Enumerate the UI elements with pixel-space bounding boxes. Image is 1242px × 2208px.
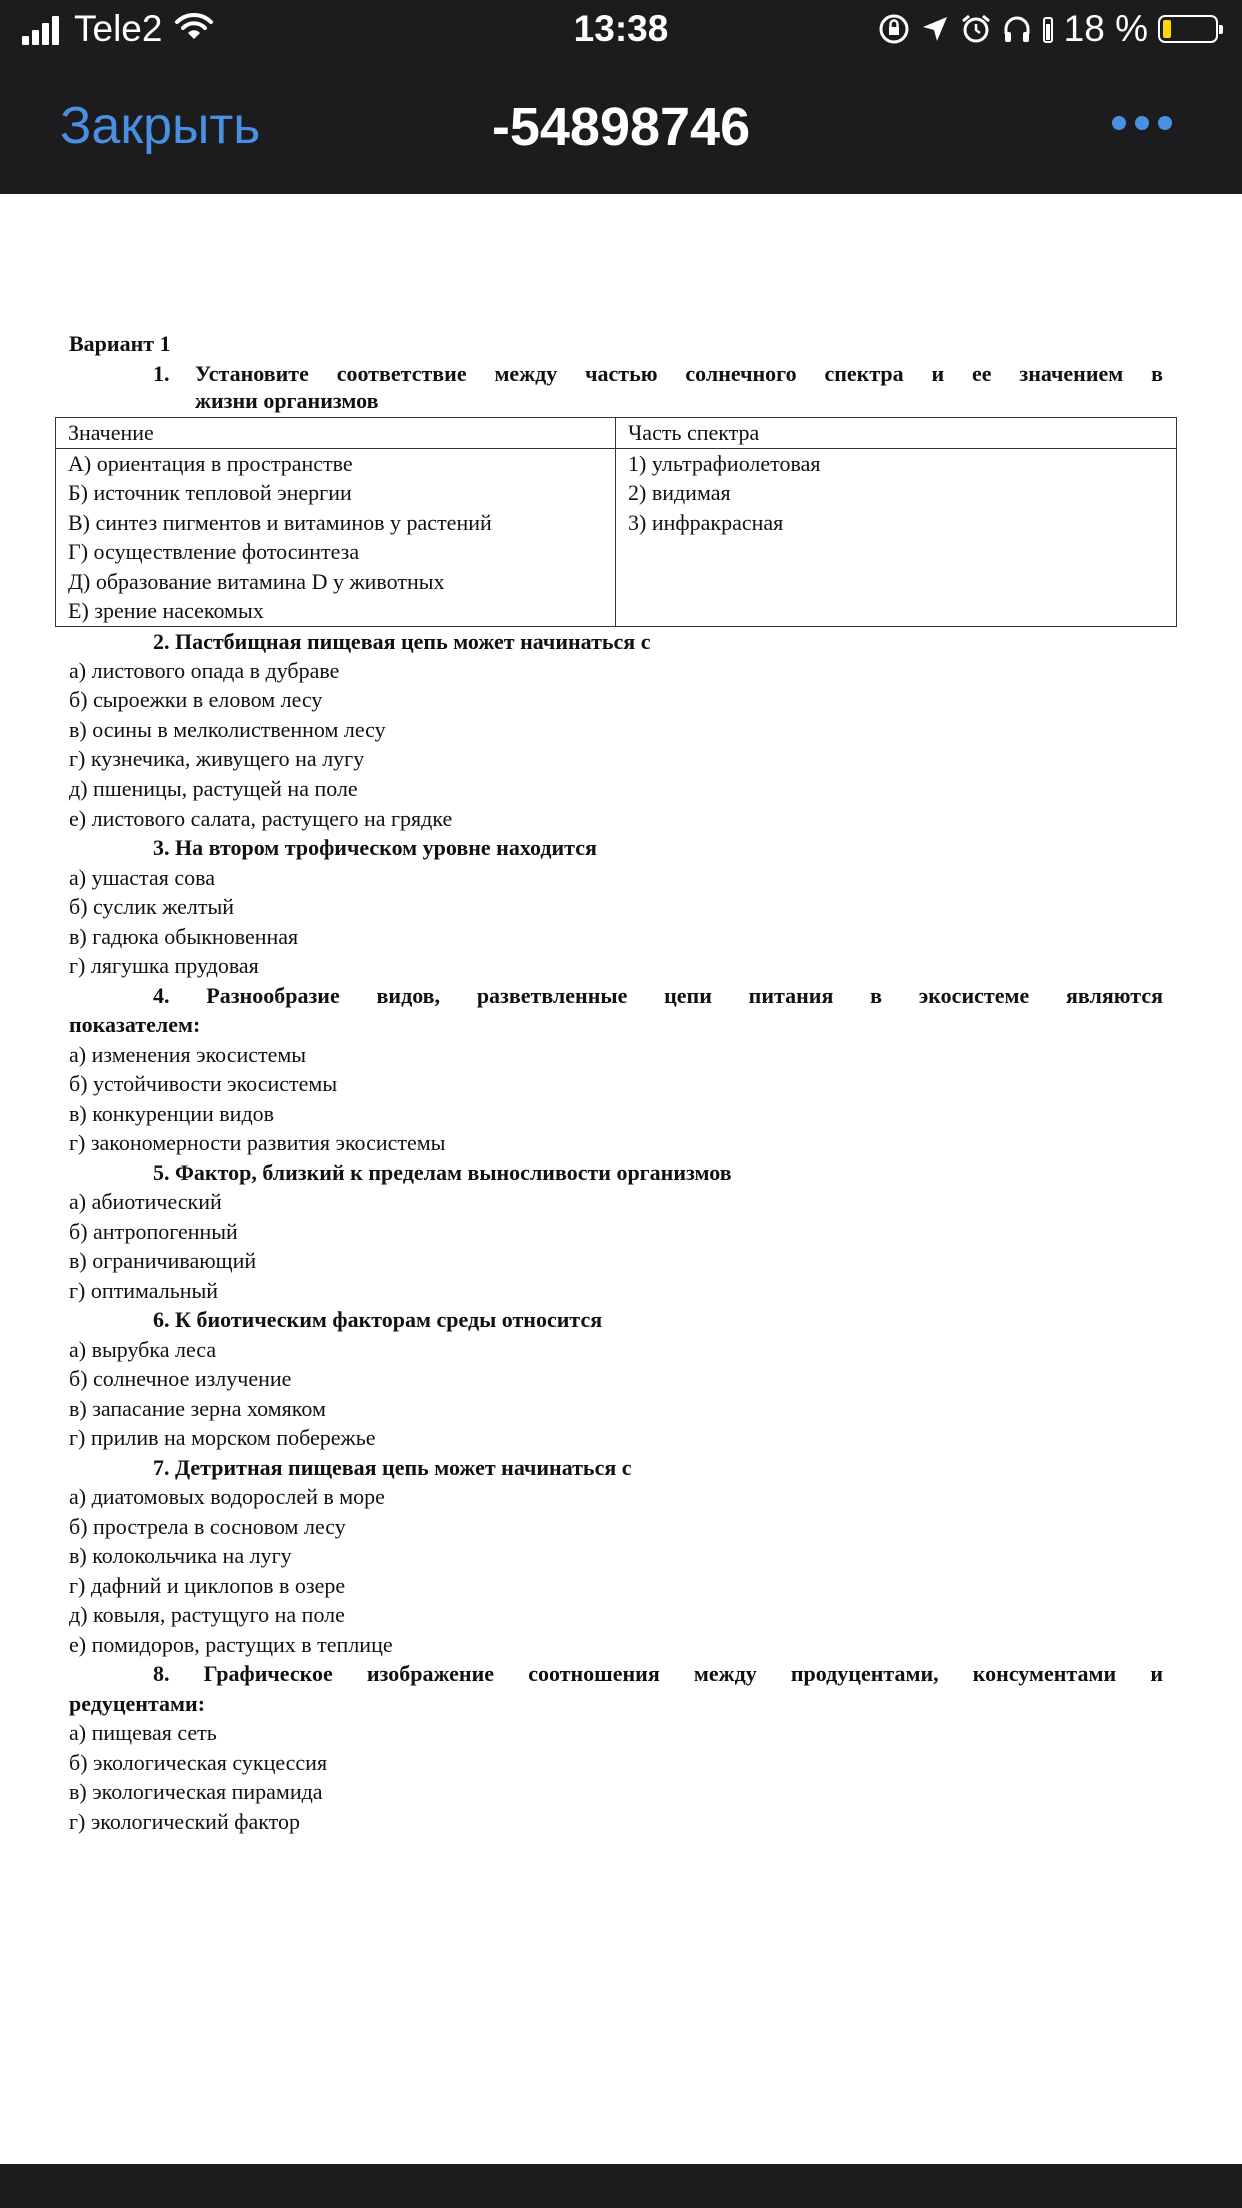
q5-option: а) абиотический — [69, 1189, 222, 1214]
meaning-item: Б) источник тепловой энергии — [68, 480, 352, 505]
q2-option: а) листового опада в дубраве — [69, 658, 340, 683]
q2-title: 2. Пастбищная пищевая цепь может начинаться с — [153, 629, 651, 654]
q7-option: д) ковыля, растущуго на поле — [69, 1602, 345, 1627]
spectrum-item: 3) инфракрасная — [628, 509, 784, 535]
meaning-item: В) синтез пигментов и витаминов у растений — [68, 509, 492, 535]
q3-option: а) ушастая сова — [69, 865, 215, 890]
q8-option: г) экологический фактор — [69, 1809, 300, 1834]
q5-option: г) оптимальный — [69, 1278, 219, 1303]
q8-title-line1: 8. Графическое изображение соотношения между продуцентами, консументами и — [153, 1661, 1163, 1686]
q4-option: в) конкуренции видов — [69, 1101, 275, 1126]
q6-title: 6. К биотическим факторам среды относится — [153, 1307, 603, 1332]
table-header-row — [56, 418, 1177, 449]
more-options-button[interactable] — [1103, 116, 1172, 130]
q3-title: 3. На втором трофическом уровне находится — [153, 835, 597, 860]
q4-option: г) закономерности развития экосистемы — [69, 1130, 446, 1155]
table-header: Часть спектра — [616, 418, 1177, 449]
q2-option: д) пшеницы, растущей на поле — [69, 776, 358, 801]
q1-number: 1. — [153, 361, 170, 386]
spectrum-item: 2) видимая — [628, 480, 731, 505]
close-button[interactable]: Закрыть — [60, 97, 261, 155]
more-dot-icon — [1135, 116, 1149, 130]
q1-title-line2: жизни организмов — [195, 388, 379, 413]
battery-icon — [1158, 15, 1218, 43]
meaning-item: Д) образование витамина D у животных — [68, 568, 445, 594]
table-header: Значение — [56, 418, 616, 449]
q4-title-line1: 4. Разнообразие видов, разветвленные цепи питания в экосистеме являются — [153, 983, 1163, 1008]
q2-option: в) осины в мелколиственном лесу — [69, 717, 386, 742]
nav-bar — [0, 62, 1242, 194]
table-cell-meanings — [56, 448, 616, 626]
q8-option: а) пищевая сеть — [69, 1720, 217, 1745]
headphones-icon — [1002, 14, 1032, 44]
q6-option: б) солнечное излучение — [69, 1366, 292, 1391]
bottom-toolbar — [0, 2164, 1242, 2208]
table-row — [56, 448, 1177, 626]
more-dot-icon — [1112, 116, 1126, 130]
status-bar — [0, 0, 1242, 62]
meaning-item: А) ориентация в пространстве — [68, 450, 353, 476]
table-cell-spectrum — [616, 448, 1177, 626]
q7-option: в) колокольчика на лугу — [69, 1543, 292, 1568]
q5-option: в) ограничивающий — [69, 1248, 257, 1273]
q3-option: б) суслик желтый — [69, 894, 235, 919]
q5-option: б) антропогенный — [69, 1219, 238, 1244]
battery-percent: 18 % — [1063, 8, 1148, 49]
spectrum-item: 1) ультрафиолетовая — [628, 450, 821, 476]
q6-option: а) вырубка леса — [69, 1337, 217, 1362]
headphone-battery-icon — [1042, 14, 1054, 44]
q1-title-line1: Установите соответствие между частью солнечного спектра и ее значением в — [195, 361, 1163, 386]
q7-option: г) дафний и циклопов в озере — [69, 1573, 346, 1598]
q7-option: а) диатомовых водорослей в море — [69, 1484, 385, 1509]
document-page — [0, 194, 1242, 2164]
q8-option: б) экологическая сукцессия — [69, 1750, 328, 1775]
q8-option: в) экологическая пирамида — [69, 1779, 323, 1804]
q2-option: г) кузнечика, живущего на лугу — [69, 746, 365, 771]
q7-option: б) прострела в сосновом лесу — [69, 1514, 346, 1539]
variant-heading: Вариант 1 — [69, 331, 171, 356]
location-icon — [920, 14, 950, 44]
document-title: -54898746 — [491, 97, 751, 157]
q3-option: в) гадюка обыкновенная — [69, 924, 299, 949]
q4-option: а) изменения экосистемы — [69, 1042, 307, 1067]
more-dot-icon — [1158, 116, 1172, 130]
q5-title: 5. Фактор, близкий к пределам выносливости организмов — [153, 1160, 732, 1185]
q2-option: е) листового салата, растущего на грядке — [69, 806, 453, 831]
q2-option: б) сыроежки в еловом лесу — [69, 687, 323, 712]
orientation-lock-icon — [878, 13, 910, 45]
carrier-label: Tele2 — [74, 8, 163, 49]
q8-title-line2: редуцентами: — [69, 1691, 206, 1716]
meaning-item: Г) осуществление фотосинтеза — [68, 539, 360, 564]
status-time: 13:38 — [573, 8, 669, 49]
q6-option: г) прилив на морском побережье — [69, 1425, 376, 1450]
q4-option: б) устойчивости экосистемы — [69, 1071, 338, 1096]
meaning-item: Е) зрение насекомых — [68, 598, 264, 623]
app-top-bar — [0, 0, 1242, 194]
matching-table — [55, 417, 1177, 627]
q3-option: г) лягушка прудовая — [69, 953, 259, 978]
alarm-icon — [960, 13, 992, 45]
q6-option: в) запасание зерна хомяком — [69, 1396, 326, 1421]
q7-option: е) помидоров, растущих в теплице — [69, 1632, 393, 1657]
q4-title-line2: показателем: — [69, 1012, 201, 1037]
q7-title: 7. Детритная пищевая цепь может начинаться с — [153, 1455, 632, 1480]
